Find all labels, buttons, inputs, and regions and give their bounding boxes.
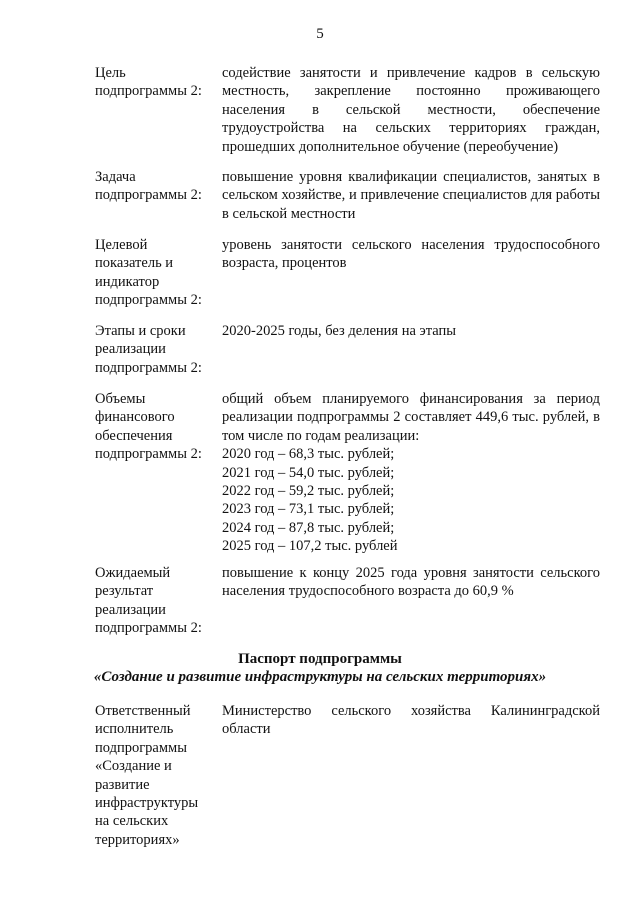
row-value: 2020-2025 годы, без деления на этапы — [222, 323, 456, 339]
funding-year-line: 2025 год – 107,2 тыс. рублей — [222, 538, 398, 555]
row-label: Цель подпрограммы 2: — [95, 65, 202, 100]
funding-year-line: 2023 год – 73,1 тыс. рублей; — [222, 501, 395, 518]
funding-intro: общий объем планируемого финансирования за период реализации подпрограммы 2 составляет 449,6 тыс. рублей, в том числе по годам реализации: — [222, 391, 600, 444]
row-label: Этапы и сроки реализации подпрограммы 2: — [95, 323, 202, 376]
row-label: Целевой показатель и индикатор подпрограммы 2: — [95, 237, 202, 309]
row-value: уровень занятости сельского населения трудоспособного возраста, процентов — [222, 237, 600, 272]
passport-title: Паспорт подпрограммы — [238, 651, 402, 667]
row-label: Ответственный исполнитель подпрограммы «Создание и развитие инфраструктуры на сельских территориях» — [95, 703, 199, 848]
row-value: Министерство сельского хозяйства Калининградской области — [222, 703, 600, 738]
row-value — [222, 390, 600, 556]
funding-year-line: 2022 год – 59,2 тыс. рублей; — [222, 483, 395, 500]
passport-subtitle: «Создание и развитие инфраструктуры на сельских территориях» — [93, 669, 547, 685]
row-label: Объемы финансового обеспечения подпрограммы 2: — [95, 391, 202, 463]
funding-year-line: 2024 год – 87,8 тыс. рублей; — [222, 519, 395, 536]
row-label: Ожидаемый результат реализации подпрограммы 2: — [95, 565, 202, 637]
row-label: Задача подпрограммы 2: — [95, 169, 202, 204]
funding-year-line: 2021 год – 54,0 тыс. рублей; — [222, 464, 395, 481]
funding-year-line: 2020 год – 68,3 тыс. рублей; — [222, 446, 395, 463]
row-value: повышение уровня квалификации специалистов, занятых в сельском хозяйстве, и привлечение специалистов для работы в сельской местности — [222, 169, 600, 222]
page-number: 5 — [316, 26, 324, 42]
row-value: содействие занятости и привлечение кадров в сельскую местность, закрепление постоянно проживающего населения в сельской местности, обеспечение трудоустройства на сельских территориях граждан, прошедших дополнительное обучение (переобучение) — [222, 65, 600, 155]
row-value: повышение к концу 2025 года уровня занятости сельского населения трудоспособного возраста до 60,9 % — [222, 565, 600, 600]
